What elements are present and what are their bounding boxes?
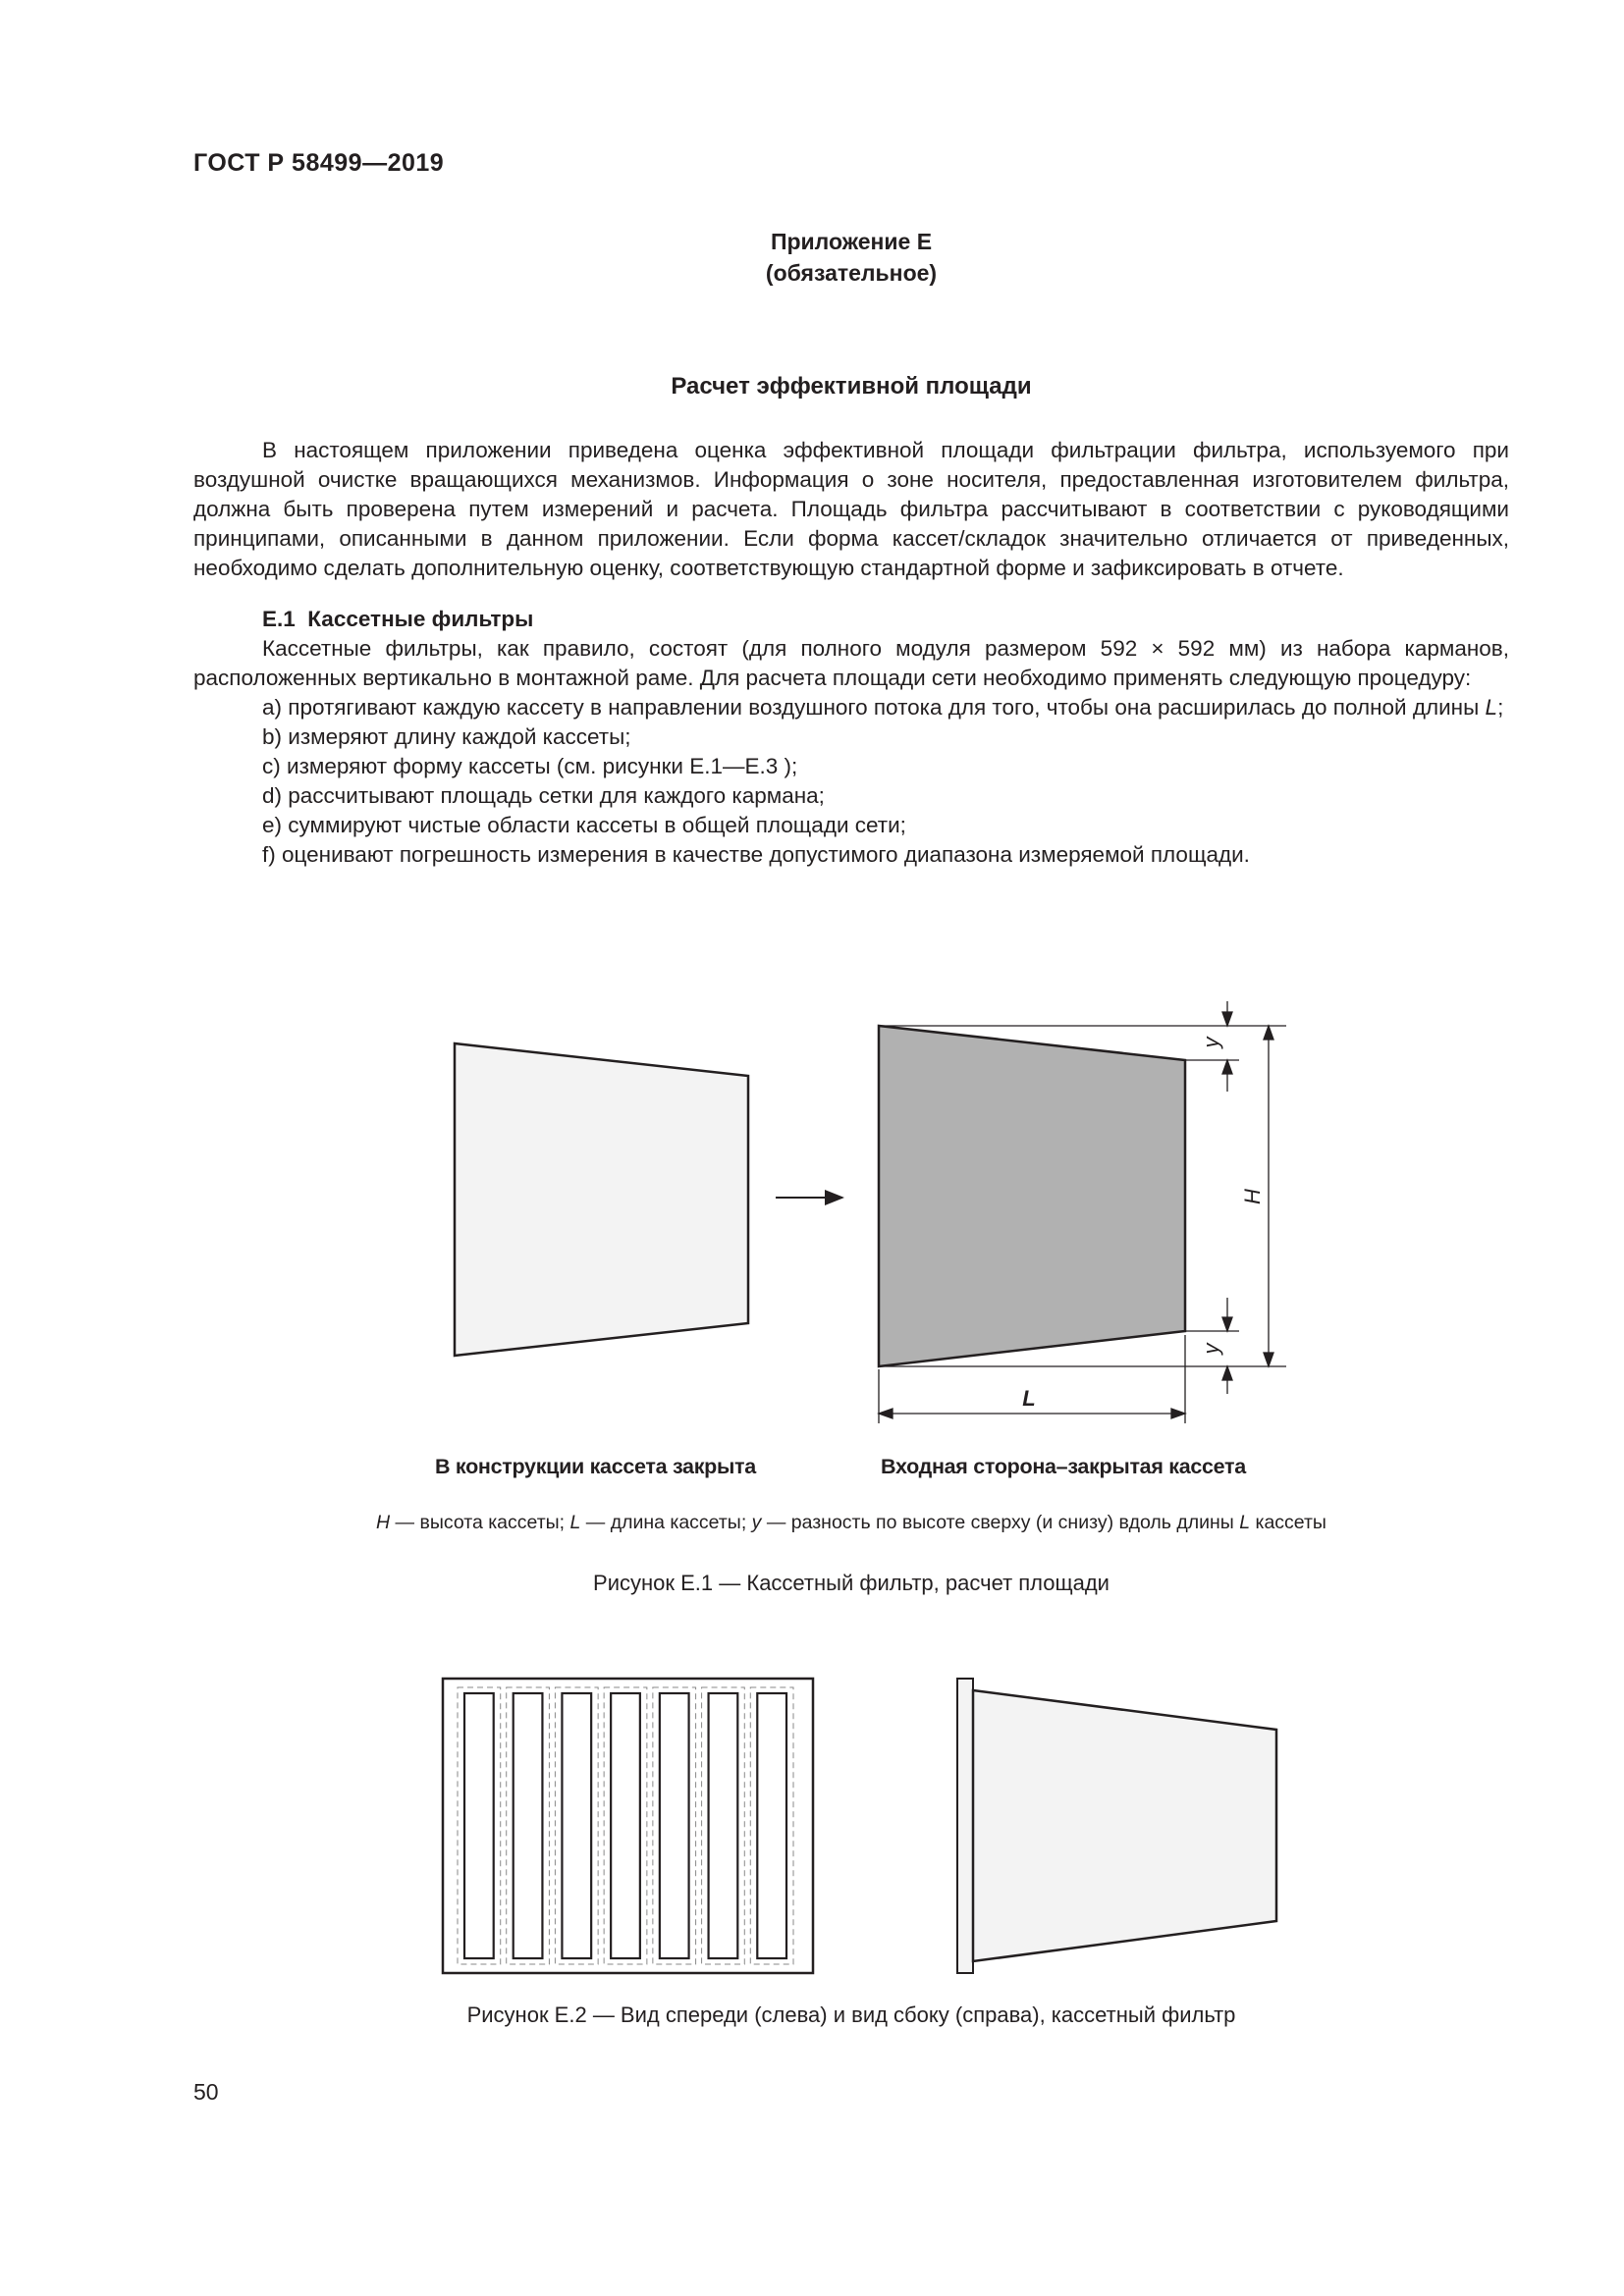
list-item: a) протягивают каждую кассету в направлении воздушного потока для того, чтобы она расширилась до полной длины L; bbox=[262, 695, 1504, 720]
pocket bbox=[464, 1693, 494, 1958]
dim-label-height: H bbox=[1240, 1189, 1265, 1204]
figure-e1-legend: H — высота кассеты; L — длина кассеты; y — разность по высоте сверху (и снизу) вдоль длины L кассеты bbox=[376, 1512, 1326, 1533]
section-title: Расчет эффективной площади bbox=[671, 373, 1032, 400]
appendix-heading bbox=[193, 226, 1509, 289]
subsection-title: Кассетные фильтры bbox=[307, 607, 534, 631]
pocket bbox=[514, 1693, 543, 1958]
figure-e1-right-label: Входная сторона–закрытая кассета bbox=[881, 1455, 1246, 1478]
standard-designation: ГОСТ Р 58499—2019 bbox=[193, 149, 445, 177]
front-view bbox=[443, 1679, 813, 1973]
appendix-title: Приложение Е bbox=[770, 229, 933, 254]
page-number: 50 bbox=[193, 2079, 219, 2105]
side-view bbox=[957, 1679, 1276, 1973]
subsection-number: Е.1 bbox=[262, 607, 296, 631]
figure-e1-caption: Рисунок Е.1 — Кассетный фильтр, расчет площади bbox=[593, 1571, 1110, 1595]
dim-label-y-bottom: y bbox=[1199, 1343, 1223, 1355]
appendix-status: (обязательное) bbox=[765, 260, 938, 286]
list-item: c) измеряют форму кассеты (см. рисунки Е.1—Е.3 ); bbox=[262, 754, 798, 778]
list-item: d) рассчитывают площадь сетки для каждого кармана; bbox=[262, 783, 825, 808]
subsection-heading bbox=[193, 605, 1509, 634]
pocket bbox=[611, 1693, 640, 1958]
pocket bbox=[660, 1693, 689, 1958]
pocket bbox=[709, 1693, 738, 1958]
subsection-e1 bbox=[193, 605, 1509, 870]
list-item: f) оценивают погрешность измерения в качестве допустимого диапазона измеряемой площади. bbox=[262, 842, 1250, 867]
figure-e1-left-label: В конструкции кассета закрыта bbox=[435, 1455, 756, 1478]
procedure-list bbox=[193, 693, 1509, 870]
dim-label-y-top: y bbox=[1199, 1037, 1223, 1048]
list-item: b) измеряют длину каждой кассеты; bbox=[262, 724, 631, 749]
pocket bbox=[562, 1693, 591, 1958]
open-pocket-shape bbox=[879, 1026, 1185, 1366]
figure-e2-caption: Рисунок Е.2 — Вид спереди (слева) и вид сбоку (справа), кассетный фильтр bbox=[466, 2002, 1236, 2027]
intro-paragraph: В настоящем приложении приведена оценка эффективной площади фильтрации фильтра, используемого при воздушной очистке вращающихся механизмов. Информация о зоне носителя, предоставленная изготовителем фильтра, должна быть проверена путем измерений и расчета. Площадь фильтра рассчитывают в соответствии с руководящими принципами, описанными в данном приложении. Если форма кассет/складок значительно отличается от приведенных, необходимо сделать дополнительную оценку, соответствующую стандартной форме и зафиксировать в отчете. bbox=[193, 438, 1509, 580]
list-item: e) суммируют чистые области кассеты в общей площади сети; bbox=[262, 813, 906, 837]
intro-paragraph-block bbox=[193, 436, 1509, 583]
subsection-paragraph: Кассетные фильтры, как правило, состоят (для полного модуля размером 592 × 592 мм) из набора карманов, расположенных вертикально в монтажной раме. Для расчета площади сети необходимо применять следующую процедуру: bbox=[193, 636, 1509, 690]
closed-pocket-shape bbox=[455, 1043, 748, 1356]
dim-label-length: L bbox=[1022, 1386, 1036, 1411]
pocket bbox=[757, 1693, 786, 1958]
figure-e1-drawing bbox=[0, 982, 1624, 1453]
figure-e2-drawing bbox=[0, 1664, 1624, 1988]
